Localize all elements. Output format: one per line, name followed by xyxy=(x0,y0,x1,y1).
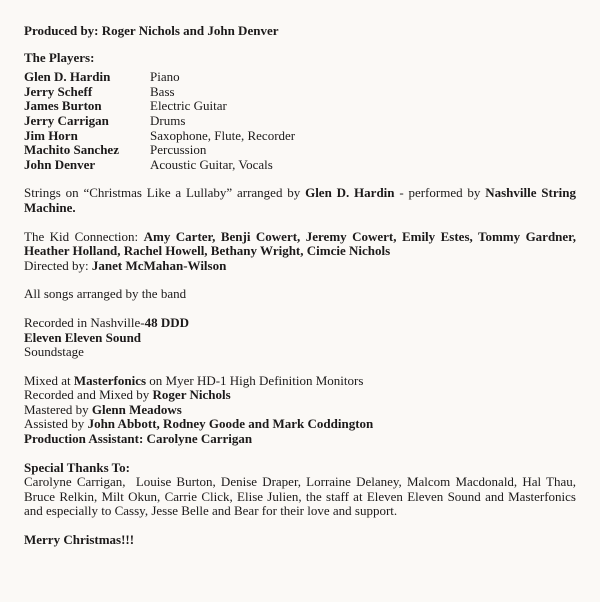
mixed-studio: Masterfonics xyxy=(73,372,147,388)
assisted-names: John Abbott, Rodney Goode and Mark Coddington xyxy=(87,416,374,432)
player-instrument: Saxophone, Flute, Recorder xyxy=(150,127,296,143)
strings-credit xyxy=(24,186,576,215)
player-row xyxy=(24,99,576,114)
produced-by: Produced by: Roger Nichols and John Denver xyxy=(24,23,279,38)
player-name: John Denver xyxy=(24,156,96,172)
player-instrument: Percussion xyxy=(150,142,207,158)
recorded-mixed-name: Roger Nichols xyxy=(152,387,231,403)
recorded-mixed-by xyxy=(24,388,576,403)
player-row xyxy=(24,143,576,158)
strings-intro: Strings on “Christmas Like a Lullaby” arranged by xyxy=(24,185,306,201)
recorded-in xyxy=(24,316,576,331)
players-heading: The Players: xyxy=(24,49,95,65)
mixed-monitors: on Myer HD-1 High Definition Monitors xyxy=(146,372,364,388)
kid-connection-label: The Kid Connection: xyxy=(24,228,144,244)
kid-connection-names: Amy Carter, Benji Cowert, Jeremy Cowert, Emily Estes, Tommy Gardner, Heather Holland, Rachel Howell, Bethany Wright, Cimcie Nichols xyxy=(24,228,577,259)
kid-director-label: Directed by: xyxy=(24,257,92,273)
assisted-by xyxy=(24,417,576,432)
mastered-label: Mastered by xyxy=(24,401,92,417)
recording-room: Soundstage xyxy=(24,344,84,360)
player-instrument: Electric Guitar xyxy=(150,98,227,114)
player-instrument: Acoustic Guitar, Vocals xyxy=(150,156,273,172)
player-name: Jerry Scheff xyxy=(24,83,93,99)
player-name: James Burton xyxy=(24,98,102,114)
player-row xyxy=(24,129,576,144)
players-list xyxy=(24,70,576,172)
production-assistant: Production Assistant: Carolyne Carrigan xyxy=(24,431,253,447)
player-name: Machito Sanchez xyxy=(24,142,119,158)
player-name: Jerry Carrigan xyxy=(24,112,109,128)
strings-performer: Nashville String Machine. xyxy=(24,185,576,215)
player-instrument: Drums xyxy=(150,112,186,128)
merry-christmas: Merry Christmas!!! xyxy=(24,532,135,548)
player-row xyxy=(24,70,576,85)
recorded-mixed-label: Recorded and Mixed by xyxy=(24,387,153,403)
kid-director-name: Janet McMahan-Wilson xyxy=(91,257,227,273)
player-row xyxy=(24,114,576,129)
mixed-at xyxy=(24,374,576,389)
strings-arranger: Glen D. Hardin xyxy=(305,185,395,201)
arranged-by: All songs arranged by the band xyxy=(24,286,187,302)
assisted-label: Assisted by xyxy=(24,416,88,432)
player-instrument: Piano xyxy=(150,69,180,85)
mastered-name: Glenn Meadows xyxy=(91,401,182,417)
thanks-text: Carolyne Carrigan, Louise Burton, Denise Draper, Lorraine Delaney, Malcom Macdonald, Hal Thau, Bruce Relkin, Milt Okun, Carrie Click, Elise Julien, the staff at Eleven Eleven Sound and Masterfonics and especially to Cassy, Jesse Belle and Bear for their love and support. xyxy=(24,474,576,519)
kid-director xyxy=(24,259,576,274)
recorded-in-label: Recorded in Nashville- xyxy=(24,314,145,330)
kid-connection xyxy=(24,230,576,259)
thanks-heading: Special Thanks To: xyxy=(24,459,130,475)
player-name: Glen D. Hardin xyxy=(24,69,111,85)
recording-format: 48 DDD xyxy=(144,314,189,330)
player-name: Jim Horn xyxy=(24,127,78,143)
recording-studio: Eleven Eleven Sound xyxy=(24,329,142,345)
player-row xyxy=(24,85,576,100)
mastered-by xyxy=(24,403,576,418)
mixed-at-label: Mixed at xyxy=(24,372,74,388)
player-instrument: Bass xyxy=(150,83,175,99)
strings-mid: - performed by xyxy=(394,185,486,201)
player-row xyxy=(24,158,576,173)
